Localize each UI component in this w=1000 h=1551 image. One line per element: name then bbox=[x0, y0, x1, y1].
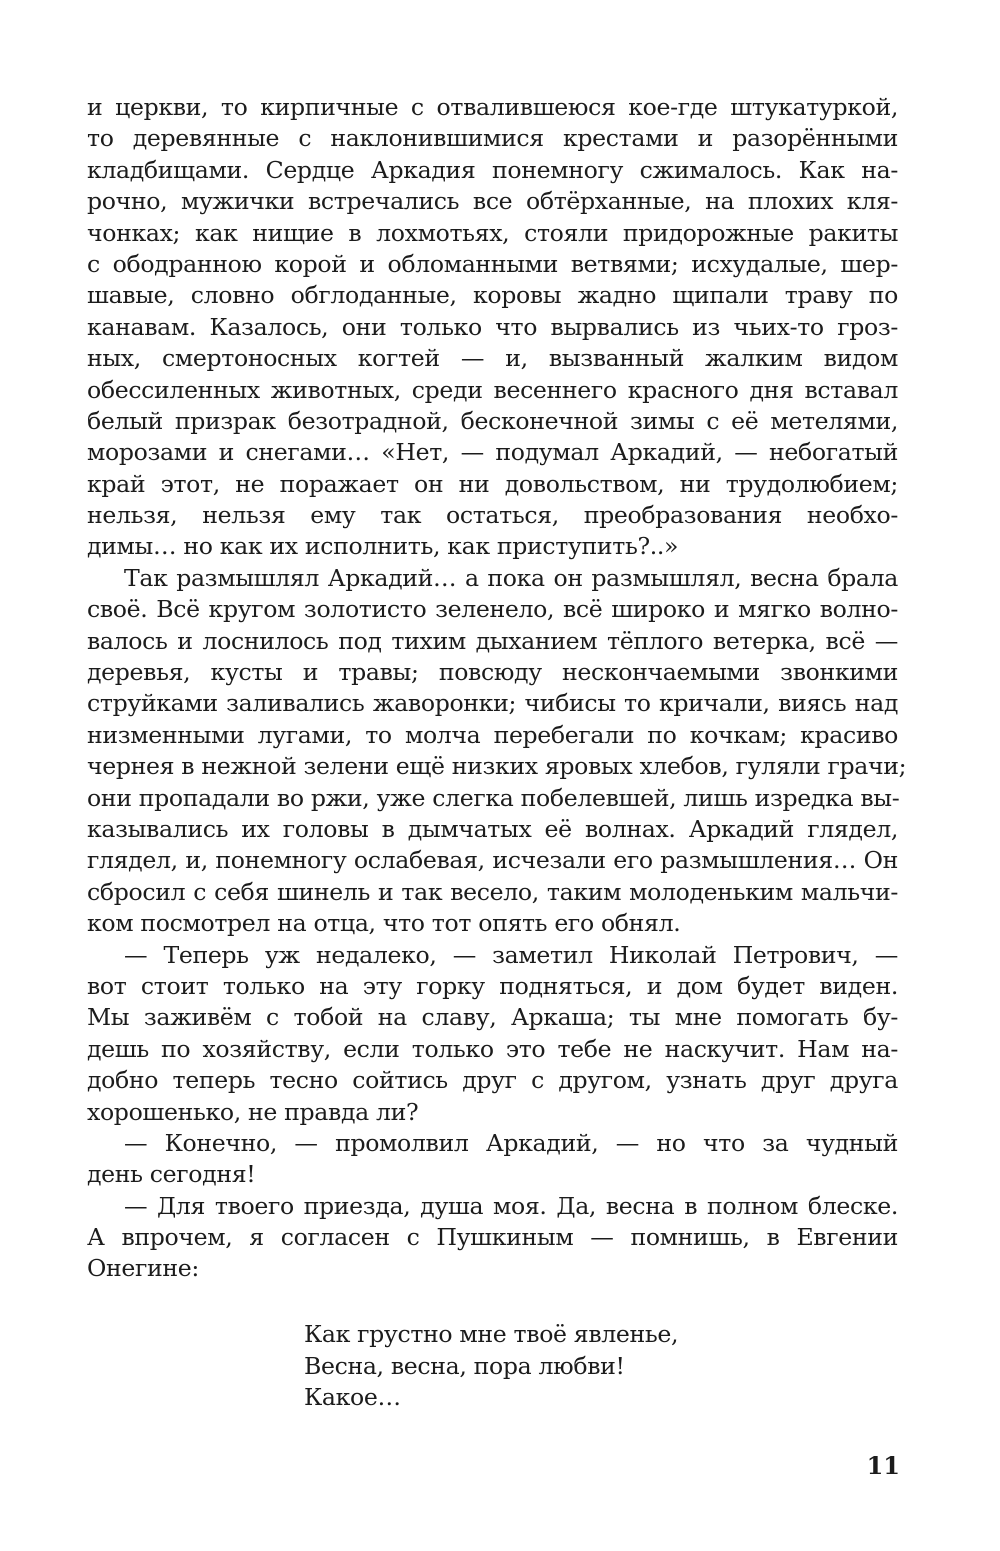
text-line: кладбищами. Сердце Аркадия понемногу сжималось. Как на- bbox=[87, 155, 898, 184]
text-line: ных, смертоносных когтей — и, вызванный жалким видом bbox=[87, 344, 898, 373]
text-line: чернея в нежной зелени ещё низких яровых хлебов, гуляли грачи; bbox=[87, 752, 907, 781]
text-line: край этот, не поражает он ни довольством, ни трудолюбием; bbox=[87, 469, 898, 498]
text-line: вот стоит только на эту горку подняться, и дом будет виден. bbox=[87, 971, 898, 1000]
text-line: валось и лоснилось под тихим дыханием тёплого ветерка, всё — bbox=[87, 626, 898, 655]
text-line: и церкви, то кирпичные с отвалившеюся кое-где штукатуркой, bbox=[87, 93, 898, 121]
verse-line: Какое… bbox=[304, 1383, 401, 1411]
text-line: канавам. Казалось, они только что вырвались из чьих-то гроз- bbox=[87, 312, 898, 341]
text-line: — Для твоего приезда, душа моя. Да, весна в полном блеске. bbox=[124, 1191, 898, 1220]
page-text bbox=[87, 92, 907, 1285]
text-line: своё. Всё кругом золотисто зеленело, всё широко и мягко волно- bbox=[87, 595, 898, 624]
text-line: белый призрак безотрадной, бесконечной зимы с её метелями, bbox=[87, 406, 898, 435]
text-line: морозами и снегами… «Нет, — подумал Аркадий, — небогатый bbox=[87, 438, 898, 467]
text-line: чонках; как нищие в лохмотьях, стояли придорожные ракиты bbox=[87, 218, 898, 247]
text-line: димы… но как их исполнить, как приступить?..» bbox=[87, 532, 679, 561]
verse-line: Весна, весна, пора любви! bbox=[304, 1351, 625, 1380]
text-line: струйками заливались жаворонки; чибисы то кричали, виясь над bbox=[87, 689, 898, 718]
text-line: обессиленных животных, среди весеннего красного дня вставал bbox=[87, 375, 898, 404]
text-line: они пропадали во ржи, уже слегка побелевшей, лишь изредка вы- bbox=[87, 783, 900, 812]
text-line: казывались их головы в дымчатых её волнах. Аркадий глядел, bbox=[87, 814, 898, 843]
text-line: Онегине: bbox=[87, 1254, 199, 1283]
text-line: добно теперь тесно сойтись друг с другом, узнать друг друга bbox=[87, 1066, 898, 1095]
text-line: — Теперь уж недалеко, — заметил Николай Петрович, — bbox=[124, 940, 898, 969]
verse-line: Как грустно мне твоё явленье, bbox=[304, 1320, 679, 1348]
text-line: нельзя, нельзя ему так остаться, преобразования необхо- bbox=[87, 501, 898, 530]
text-line: деревья, кусты и травы; повсюду нескончаемыми звонкими bbox=[87, 658, 898, 687]
text-line: А впрочем, я согласен с Пушкиным — помнишь, в Евгении bbox=[87, 1223, 898, 1252]
text-line: день сегодня! bbox=[87, 1160, 256, 1189]
text-line: рочно, мужички встречались все обтёрханные, на плохих кля- bbox=[87, 187, 898, 216]
text-line: шавые, словно обглоданные, коровы жадно щипали траву по bbox=[87, 281, 898, 310]
text-line: то деревянные с наклонившимися крестами и разорёнными bbox=[87, 124, 898, 153]
text-line: Мы заживём с тобой на славу, Аркаша; ты мне помогать бу- bbox=[87, 1003, 898, 1032]
text-line: дешь по хозяйству, если только это тебе не наскучит. Нам на- bbox=[87, 1034, 898, 1063]
text-line: низменными лугами, то молча перебегали по кочкам; красиво bbox=[87, 720, 898, 749]
page-number: 11 bbox=[866, 1451, 900, 1480]
text-line: сбросил с себя шинель и так весело, таким молоденьким мальчи- bbox=[87, 877, 898, 906]
verse-quote bbox=[304, 1319, 678, 1414]
text-line: глядел, и, понемногу ослабевая, исчезали его размышления… Он bbox=[87, 846, 898, 875]
text-line: — Конечно, — промолвил Аркадий, — но что за чудный bbox=[124, 1128, 898, 1157]
text-line: с ободранною корой и обломанными ветвями; исхудалые, шер- bbox=[87, 249, 898, 278]
text-line: Так размышлял Аркадий… а пока он размышлял, весна брала bbox=[124, 563, 898, 592]
text-line: ком посмотрел на отца, что тот опять его обнял. bbox=[87, 909, 681, 938]
text-line: хорошенько, не правда ли? bbox=[87, 1097, 419, 1126]
